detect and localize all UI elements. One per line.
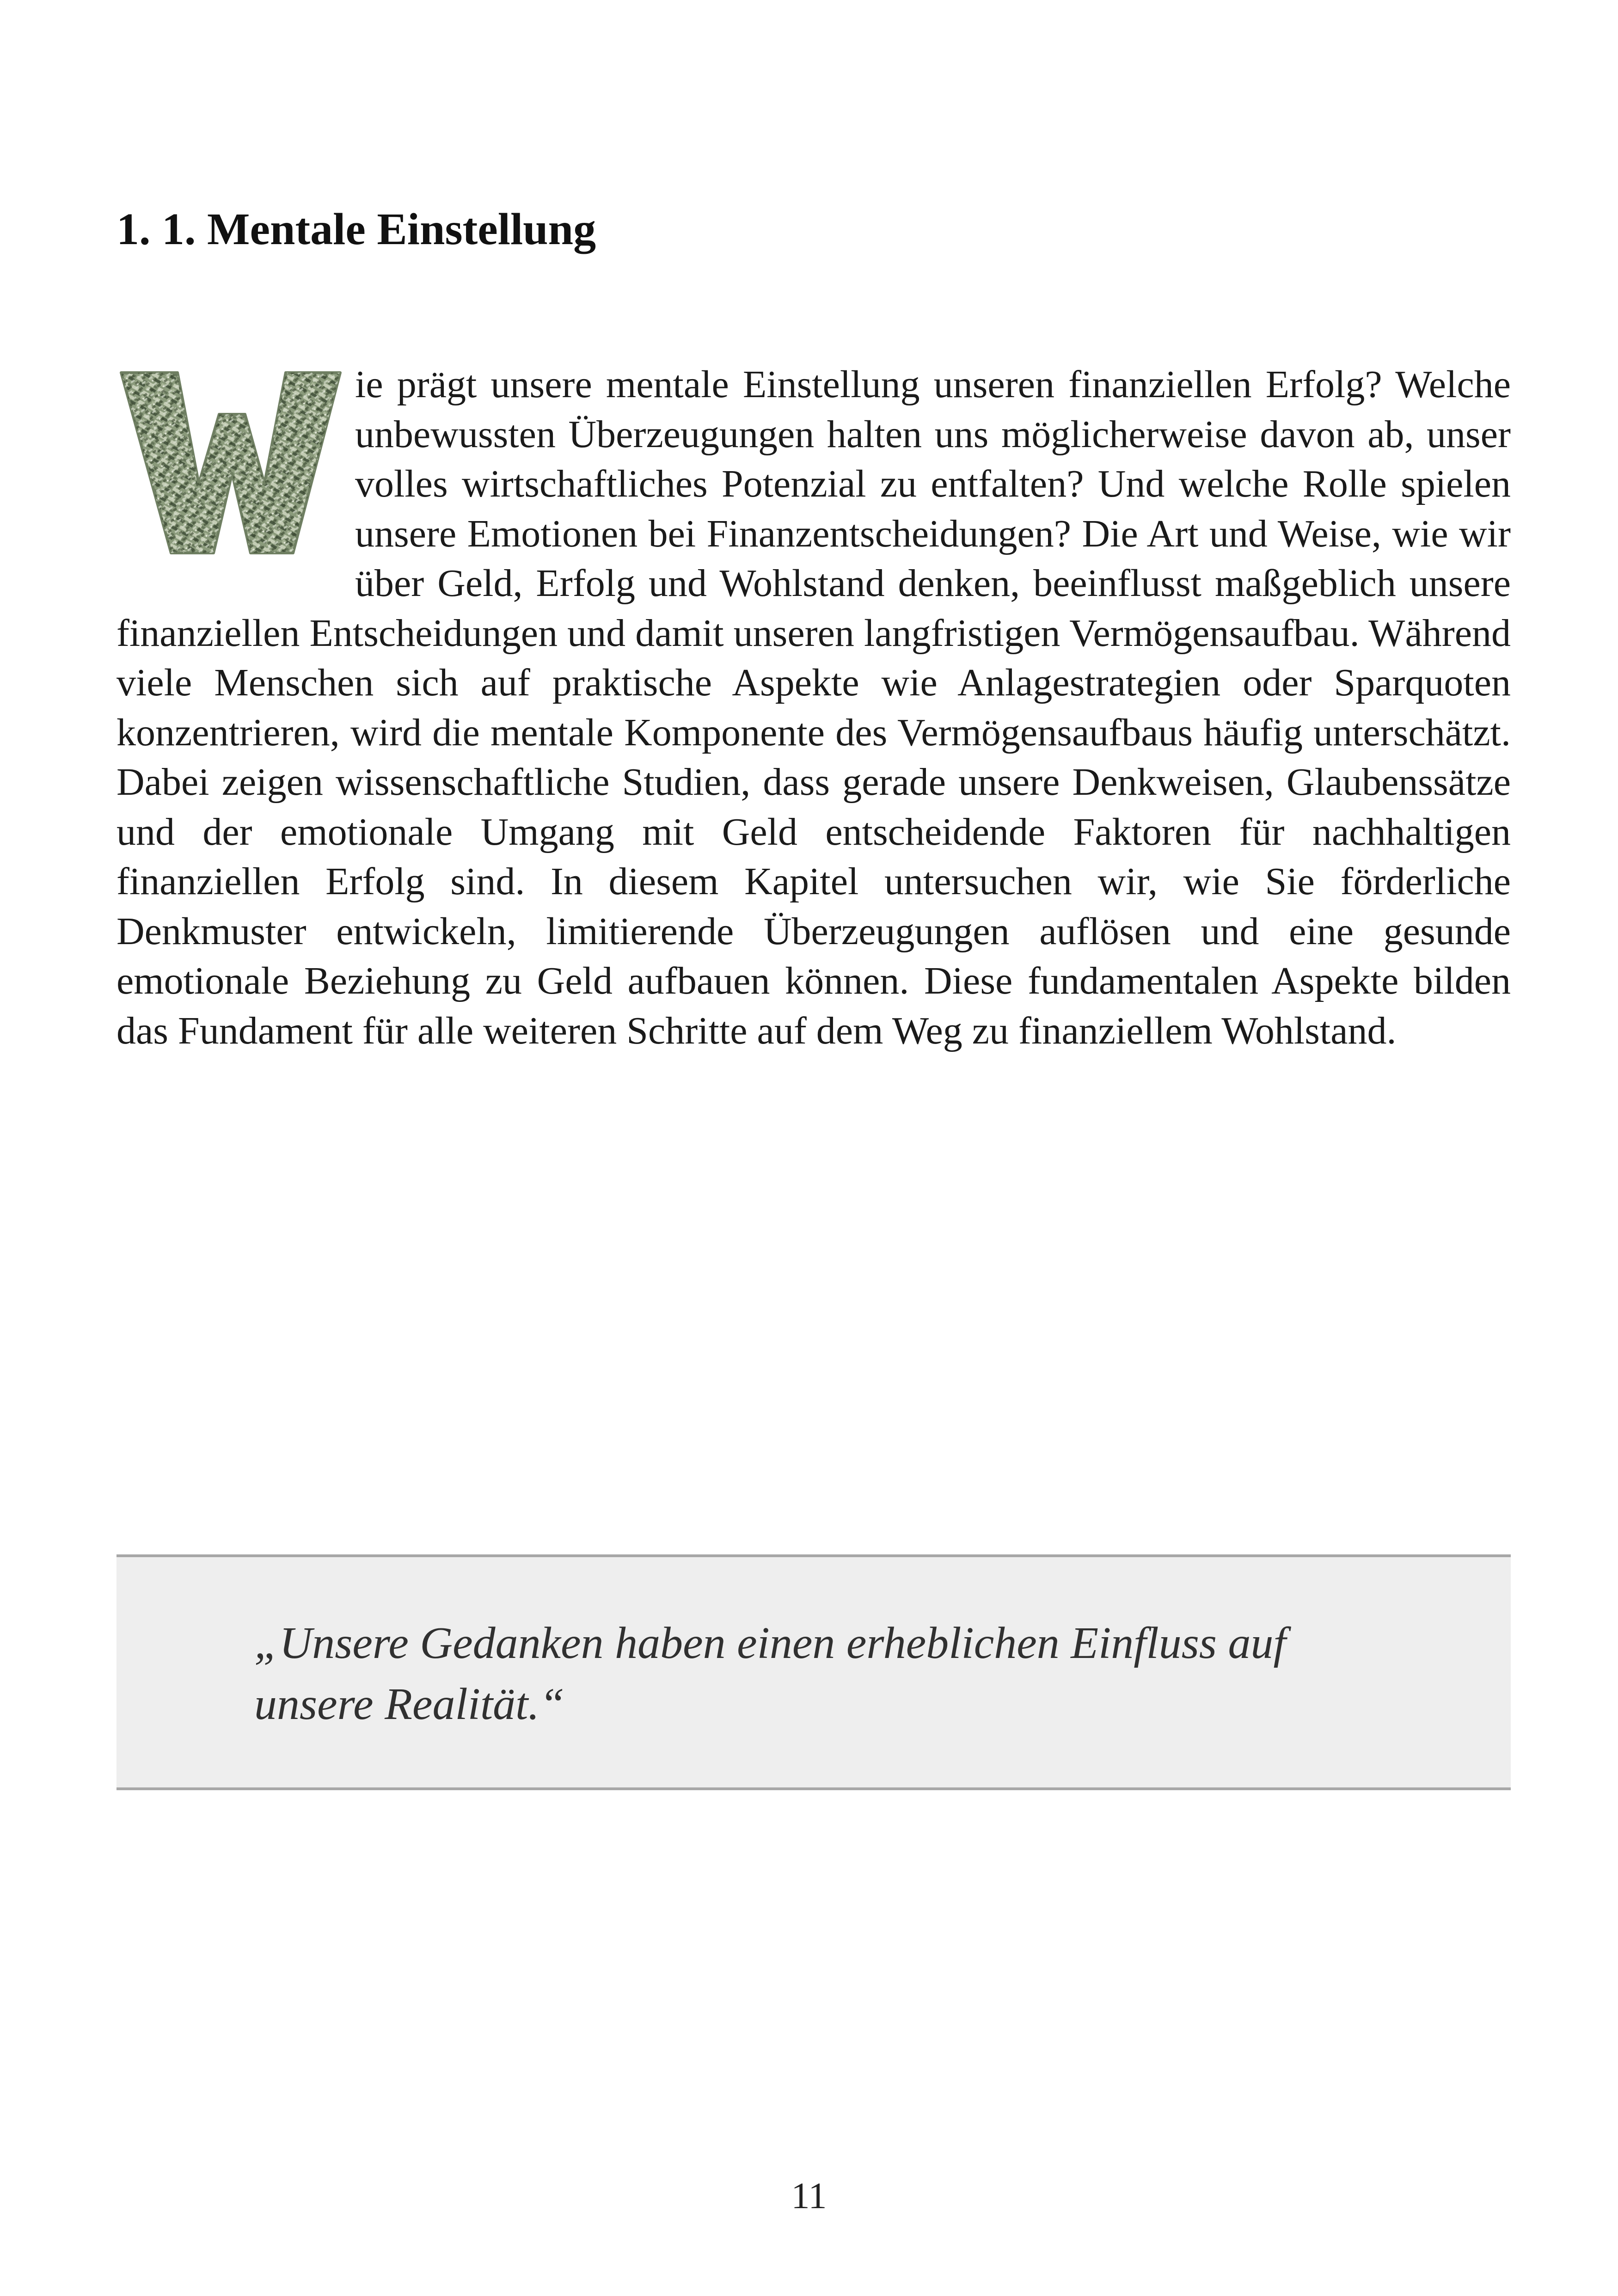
page-number: 11 [791, 2176, 827, 2216]
dropcap-money-letter-w [116, 363, 343, 562]
quote-box [116, 1554, 1511, 1790]
quote-text: „Unsere Gedanken haben einen erheblichen Einfluss auf unsere Realität.“ [254, 1618, 1286, 1729]
chapter-heading: 1. 1. Mentale Einstellung [116, 204, 596, 254]
body-paragraph: ie prägt unsere mentale Einstellung unseren finanziellen Erfolg? Welche unbewussten Überzeugungen halten uns möglicherweise davon ab, unser volles wirtschaftliches Potenzial zu entfalten? Und welche Rolle spielen unsere Emotionen bei Finanzentscheidungen? Die Art und Weise, wie wir über Geld, Erfolg und Wohlstand denken, beeinflusst maßgeblich unsere finanziellen Entscheidungen und damit unseren langfristigen Vermögensaufbau. Während viele Menschen sich auf praktische Aspekte wie Anlagestrategien oder Sparquoten konzentrieren, wird die mentale Komponente des Vermögensaufbaus häufig unterschätzt. Dabei zeigen wissenschaftliche Studien, dass gerade unsere Denkweisen, Glaubenssätze und der emotionale Umgang mit Geld entscheidende Faktoren für nachhaltigen finanziellen Erfolg sind. In diesem Kapitel untersuchen wir, wie Sie förderliche Denkmuster entwickeln, limitierende Überzeugungen auflösen und eine gesunde emotionale Beziehung zu Geld aufbauen können. Diese fundamentalen Aspekte bilden das Fundament für alle weiteren Schritte auf dem Weg zu finanziellem Wohlstand. [116, 363, 1511, 1052]
body-text [116, 360, 1511, 1056]
